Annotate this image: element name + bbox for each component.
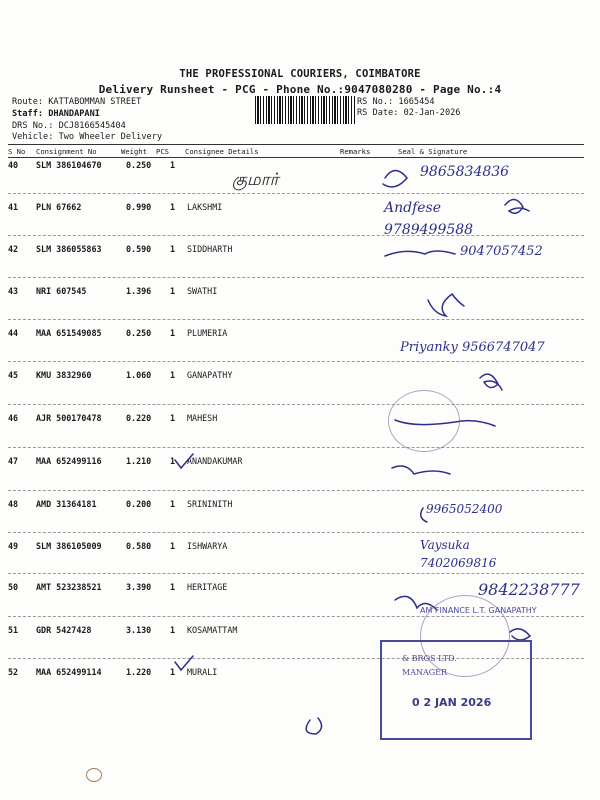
row-weight: 0.580 xyxy=(126,541,152,551)
row-consignment: AJR 500170478 xyxy=(36,413,102,423)
row-consignee: SIDDHARTH xyxy=(187,244,233,254)
row-pcs: 1 xyxy=(170,456,176,466)
check-mark xyxy=(175,656,193,670)
col-seal-signature: Seal & Signature xyxy=(398,147,468,156)
row-sno: 50 xyxy=(8,582,19,592)
round-seal-text: AM FINANCE L.T. GANAPATHY xyxy=(420,606,537,615)
signature-mark xyxy=(306,718,321,734)
row-consignment: MAA 652499114 xyxy=(36,667,102,677)
handwritten-note-row44: Priyanky 9566747047 xyxy=(400,340,545,355)
row-consignee: ISHWARYA xyxy=(187,541,228,551)
runsheet-subtitle: Delivery Runsheet - PCG - Phone No.:9047080280 - Page No.:4 xyxy=(98,83,502,96)
row-sno: 48 xyxy=(8,499,19,509)
row-sno: 47 xyxy=(8,456,19,466)
row-consignment: NRI 607545 xyxy=(36,286,87,296)
row-sno: 52 xyxy=(8,667,19,677)
stamp-line1: & BROS LTD. xyxy=(402,654,457,663)
row-consignee: SRININITH xyxy=(187,499,233,509)
signature-mark xyxy=(421,508,427,522)
row-weight: 0.250 xyxy=(126,328,152,338)
signature-mark xyxy=(383,171,407,187)
row-sno: 46 xyxy=(8,413,19,423)
row-consignee: SWATHI xyxy=(187,286,218,296)
company-title: THE PROFESSIONAL COURIERS, COIMBATORE xyxy=(179,68,421,80)
drs-number: DRS No.: DCJ8166545404 xyxy=(12,121,126,131)
row-weight: 0.590 xyxy=(126,244,152,254)
row-pcs: 1 xyxy=(170,286,176,296)
signature-mark xyxy=(385,251,455,256)
row-pcs: 1 xyxy=(170,582,176,592)
faded-round-stamp xyxy=(388,390,460,452)
row-sno: 49 xyxy=(8,541,19,551)
handwritten-phone-row48: 9965052400 xyxy=(426,502,503,516)
rs-date: RS Date: 02-Jan-2026 xyxy=(357,108,461,118)
row-pcs: 1 xyxy=(170,244,176,254)
row-consignee: KOSAMATTAM xyxy=(187,625,238,635)
signature-mark xyxy=(510,629,530,640)
stamp-line2: MANAGER xyxy=(402,668,447,677)
handwritten-name-row49: Vaysuka xyxy=(420,538,470,552)
row-consignment: MAA 651549085 xyxy=(36,328,102,338)
row-sno: 41 xyxy=(8,202,19,212)
col-weight: Weight xyxy=(121,147,147,156)
row-pcs: 1 xyxy=(170,202,176,212)
row-weight: 0.990 xyxy=(126,202,152,212)
handwritten-phone-row49: 7402069816 xyxy=(420,556,497,570)
row-sno: 43 xyxy=(8,286,19,296)
handwritten-phone-row42: 9047057452 xyxy=(460,244,543,259)
row-pcs: 1 xyxy=(170,370,176,380)
row-sno: 40 xyxy=(8,160,19,170)
row-weight: 1.060 xyxy=(126,370,152,380)
row-pcs: 1 xyxy=(170,160,176,170)
row-consignment: PLN 67662 xyxy=(36,202,82,212)
row-consignment: KMU 3832960 xyxy=(36,370,92,380)
row-consignment: SLM 386105009 xyxy=(36,541,102,551)
row-consignment: SLM 386104670 xyxy=(36,160,102,170)
row-pcs: 1 xyxy=(170,328,176,338)
col-consignment: Consignment No xyxy=(36,147,97,156)
row-weight: 3.390 xyxy=(126,582,152,592)
row-consignment: MAA 652499116 xyxy=(36,456,102,466)
vehicle-label: Vehicle: Two Wheeler Delivery xyxy=(12,132,163,142)
row-weight: 0.250 xyxy=(126,160,152,170)
row-consignee: ANANDAKUMAR xyxy=(187,456,243,466)
handwritten-sig-row41: Andfese xyxy=(384,200,442,216)
route-label: Route: KATTABOMMAN STREET xyxy=(12,97,142,107)
signature-mark xyxy=(505,199,529,213)
signature-mark xyxy=(392,466,450,474)
signature-mark xyxy=(480,374,502,390)
col-consignee: Consignee Details xyxy=(185,147,259,156)
row-pcs: 1 xyxy=(170,499,176,509)
row-sno: 45 xyxy=(8,370,19,380)
row-consignee: PLUMERIA xyxy=(187,328,228,338)
stamp-date: 0 2 JAN 2026 xyxy=(412,696,492,709)
row-pcs: 1 xyxy=(170,667,176,677)
row-consignment: AMD 31364181 xyxy=(36,499,97,509)
staff-label: Staff: DHANDAPANI xyxy=(12,109,100,119)
row-consignee: MAHESH xyxy=(187,413,218,423)
handwritten-name-row40: குமார் xyxy=(232,170,279,190)
row-pcs: 1 xyxy=(170,625,176,635)
row-weight: 0.220 xyxy=(126,413,152,423)
row-consignment: SLM 386055863 xyxy=(36,244,102,254)
date-stamp xyxy=(380,640,532,740)
row-weight: 0.200 xyxy=(126,499,152,509)
row-consignee: GANAPATHY xyxy=(187,370,233,380)
row-consignment: GDR 5427428 xyxy=(36,625,92,635)
row-consignee: LAKSHMI xyxy=(187,202,223,212)
handwritten-phone-row41: 9789499588 xyxy=(384,222,474,238)
check-mark xyxy=(175,454,193,468)
row-consignee: HERITAGE xyxy=(187,582,228,592)
col-remarks: Remarks xyxy=(340,147,371,156)
row-sno: 44 xyxy=(8,328,19,338)
row-consignee: MURALI xyxy=(187,667,218,677)
row-sno: 51 xyxy=(8,625,19,635)
rs-number: RS No.: 1665454 xyxy=(357,97,435,107)
row-pcs: 1 xyxy=(170,413,176,423)
handwritten-phone-row40: 9865834836 xyxy=(420,164,510,180)
signature-mark xyxy=(428,294,464,316)
row-weight: 1.396 xyxy=(126,286,152,296)
col-pcs: PCS xyxy=(156,147,169,156)
row-weight: 1.220 xyxy=(126,667,152,677)
row-weight: 1.210 xyxy=(126,456,152,466)
row-sno: 42 xyxy=(8,244,19,254)
col-sno: S No xyxy=(8,147,26,156)
stain-mark xyxy=(86,768,102,782)
row-weight: 3.130 xyxy=(126,625,152,635)
row-consignment: AMT 523238521 xyxy=(36,582,102,592)
row-pcs: 1 xyxy=(170,541,176,551)
handwritten-phone-row50: 9842238777 xyxy=(478,580,580,599)
